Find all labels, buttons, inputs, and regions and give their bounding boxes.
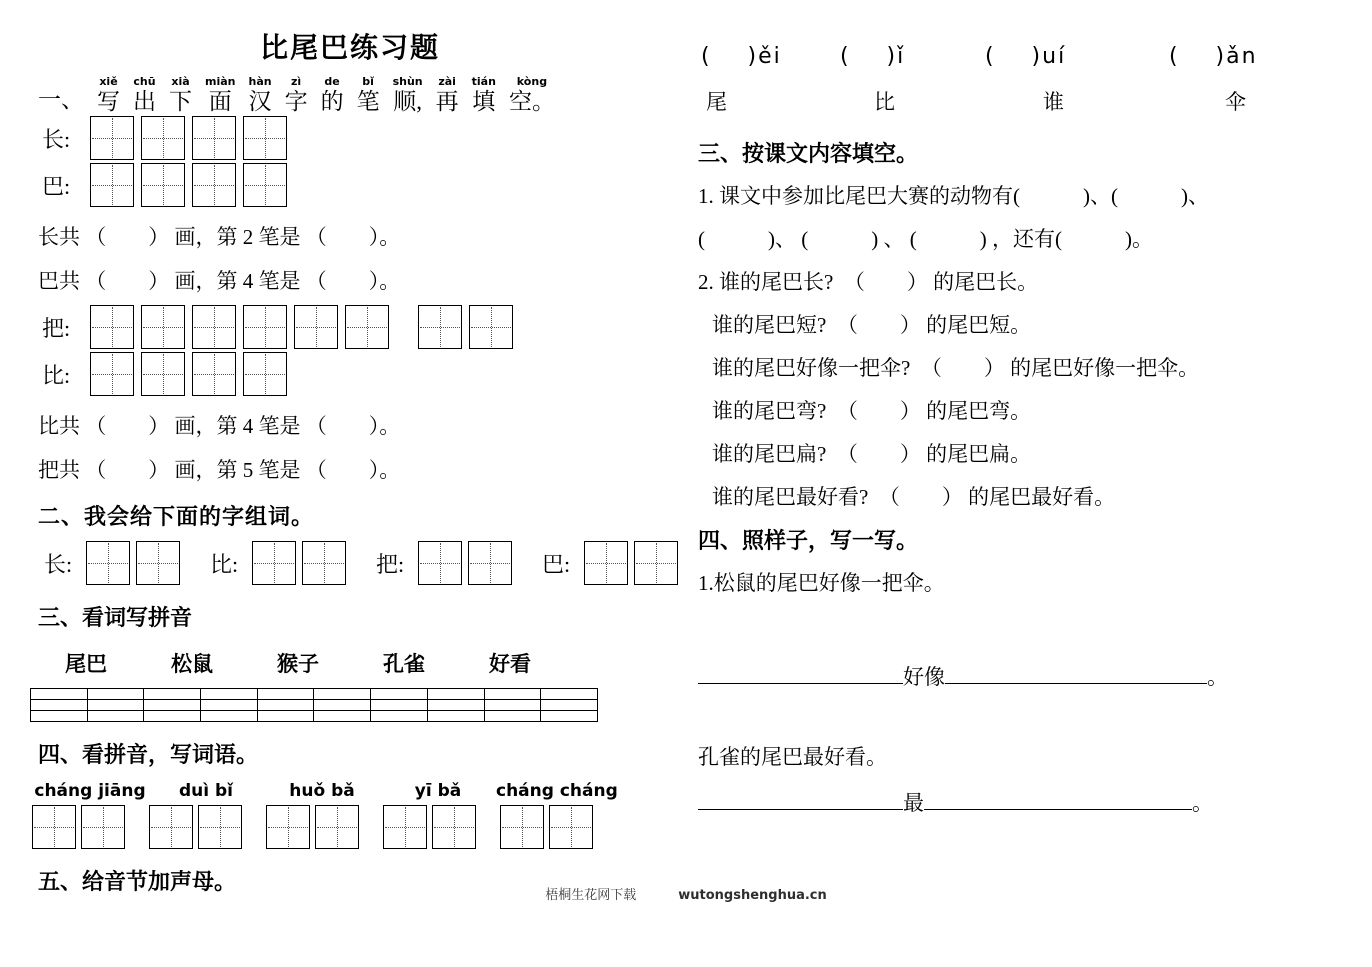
writing-boxes <box>90 163 287 207</box>
writing-box[interactable] <box>192 163 236 207</box>
grid-cell[interactable] <box>87 700 144 711</box>
word-item: 好看 <box>489 652 531 676</box>
writing-box[interactable] <box>252 541 296 585</box>
footer-site-url[interactable]: wutongshenghua.cn <box>678 888 827 903</box>
example-sentence-2: 孔雀的尾巴最好看。 <box>698 745 887 769</box>
fill-blank-line: 谁的尾巴扁? （ ） 的尾巴扁。 <box>712 442 1032 466</box>
grid-cell[interactable] <box>144 700 201 711</box>
grid-cell[interactable] <box>541 700 598 711</box>
word-item: 松鼠 <box>171 652 213 676</box>
blank-word: 最 <box>903 791 924 815</box>
word-item: 猴子 <box>277 652 319 676</box>
grid-cell[interactable] <box>427 689 484 700</box>
writing-box[interactable] <box>243 163 287 207</box>
word-group-baa <box>376 541 512 585</box>
section5-left-heading: 五、给音节加声母。 <box>38 869 237 894</box>
writing-boxes <box>86 541 180 585</box>
character: 比 <box>874 90 895 114</box>
word-list <box>65 648 670 678</box>
final-blank[interactable]: ( )ěi <box>701 44 782 69</box>
fill-blank-line: 谁的尾巴最好看? （ ） 的尾巴最好看。 <box>712 485 1116 509</box>
grid-cell[interactable] <box>201 711 258 722</box>
writing-box[interactable] <box>634 541 678 585</box>
pinyin-finals-row <box>698 44 1264 74</box>
character: 伞 <box>1225 90 1246 114</box>
period: 。 <box>1207 665 1228 689</box>
pinyin-char: miàn 面 <box>205 75 236 114</box>
answer-blank[interactable] <box>924 785 1192 810</box>
writing-box[interactable] <box>198 805 242 849</box>
writing-box[interactable] <box>418 541 462 585</box>
character: 谁 <box>1043 90 1064 114</box>
word-group-ba <box>542 541 678 585</box>
char-label: 巴: <box>542 551 571 577</box>
writing-box[interactable] <box>90 305 134 349</box>
pinyin-char: bǐ 笔 <box>356 75 380 114</box>
writing-box[interactable] <box>141 352 185 396</box>
pinyin-writing-grid <box>30 688 598 722</box>
writing-box[interactable] <box>500 805 544 849</box>
section3-right-heading: 三、按课文内容填空。 <box>698 141 919 166</box>
char-label: 比: <box>210 551 239 577</box>
word-item: 尾巴 <box>65 652 107 676</box>
stroke-row-chang <box>42 116 670 160</box>
answer-blank[interactable] <box>945 659 1207 684</box>
page-footer <box>0 884 1372 903</box>
answer-blank[interactable] <box>698 785 903 810</box>
stroke-row-bi <box>42 352 670 396</box>
writing-boxes <box>90 305 513 349</box>
writing-box[interactable] <box>315 805 359 849</box>
fill-blank-line: 2. 谁的尾巴长? （ ） 的尾巴长。 <box>698 270 1039 294</box>
section1-number: 一、 <box>38 87 84 112</box>
box-pair <box>383 805 476 849</box>
grid-cell[interactable] <box>371 700 428 711</box>
writing-box[interactable] <box>584 541 628 585</box>
fill-blank-line: 谁的尾巴好像一把伞? （ ） 的尾巴好像一把伞。 <box>712 356 1200 380</box>
box-pair <box>32 805 125 849</box>
final-blank[interactable]: ( )uí <box>985 44 1067 69</box>
pinyin-char: xià 下 <box>169 75 192 114</box>
word-group-chang <box>44 541 180 585</box>
writing-box[interactable] <box>469 305 513 349</box>
writing-boxes <box>584 541 678 585</box>
grid-cell[interactable] <box>371 711 428 722</box>
grid-cell[interactable] <box>484 711 541 722</box>
writing-box[interactable] <box>302 541 346 585</box>
writing-box[interactable] <box>468 541 512 585</box>
writing-box[interactable] <box>86 541 130 585</box>
section2-heading: 二、我会给下面的字组词。 <box>38 504 315 529</box>
box-pair <box>266 805 359 849</box>
fill-line-ba: 巴共 （ ） 画，第 4 笔是 （ ）。 <box>38 269 401 293</box>
grid-cell[interactable] <box>87 689 144 700</box>
writing-box[interactable] <box>90 163 134 207</box>
word-building-row <box>44 541 670 585</box>
section4-right-heading: 四、照样子，写一写。 <box>698 528 919 553</box>
writing-boxes <box>90 352 287 396</box>
fill-blank-line: 谁的尾巴弯? （ ） 的尾巴弯。 <box>712 399 1032 423</box>
grid-cell[interactable] <box>371 689 428 700</box>
section3-left-heading: 三、看词写拼音 <box>38 605 193 630</box>
writing-box[interactable] <box>141 163 185 207</box>
writing-box[interactable] <box>383 805 427 849</box>
writing-box[interactable] <box>32 805 76 849</box>
writing-box[interactable] <box>141 305 185 349</box>
grid-cell[interactable] <box>427 700 484 711</box>
char-label: 把: <box>376 551 405 577</box>
example-sentence: 1.松鼠的尾巴好像一把伞。 <box>698 571 945 595</box>
writing-box[interactable] <box>90 116 134 160</box>
grid-cell[interactable] <box>144 711 201 722</box>
writing-boxes <box>252 541 346 585</box>
pinyin-char: hàn 汉 <box>248 75 272 114</box>
char-label: 比: <box>42 362 71 388</box>
writing-box[interactable] <box>549 805 593 849</box>
word-item: 孔雀 <box>383 652 425 676</box>
fill-line-chang: 长共 （ ） 画，第 2 笔是 （ ）。 <box>38 225 401 249</box>
writing-boxes <box>90 116 287 160</box>
writing-box[interactable] <box>243 352 287 396</box>
character: 尾 <box>706 90 727 114</box>
word-writing-pairs <box>32 805 670 849</box>
pinyin-word: duì bǐ <box>178 781 233 801</box>
fill-blank-line: 1. 课文中参加比尾巴大赛的动物有( )、( )、 <box>698 184 1209 208</box>
box-pair <box>149 805 242 849</box>
writing-box[interactable] <box>192 352 236 396</box>
grid-cell[interactable] <box>257 711 314 722</box>
stroke-row-ba <box>42 163 670 207</box>
writing-box[interactable] <box>243 116 287 160</box>
pinyin-word: cháng cháng <box>496 781 618 801</box>
writing-box[interactable] <box>418 305 462 349</box>
pinyin-char: de 的 <box>320 75 344 114</box>
box-pair <box>500 805 593 849</box>
char-label: 把: <box>42 315 71 341</box>
grid-cell[interactable] <box>541 689 598 700</box>
right-column <box>698 44 1264 817</box>
grid-cell[interactable] <box>541 711 598 722</box>
final-blank[interactable]: ( )ǎn <box>1169 44 1258 69</box>
writing-box[interactable] <box>90 352 134 396</box>
pinyin-char: zì 字 <box>284 75 308 114</box>
grid-cell[interactable] <box>257 689 314 700</box>
page-title: 比尾巴练习题 <box>259 33 440 64</box>
writing-box[interactable] <box>136 541 180 585</box>
section3-right <box>698 132 1264 605</box>
writing-box[interactable] <box>432 805 476 849</box>
answer-blank[interactable] <box>698 659 903 684</box>
writing-box[interactable] <box>192 305 236 349</box>
grid-cell[interactable] <box>201 689 258 700</box>
writing-box[interactable] <box>81 805 125 849</box>
pinyin-word: huǒ bǎ <box>289 781 355 801</box>
grid-cell[interactable] <box>427 711 484 722</box>
writing-box[interactable] <box>149 805 193 849</box>
char-label: 长: <box>42 126 71 152</box>
write-blank-line-2 <box>698 785 1264 817</box>
stroke-row-baa <box>42 305 670 349</box>
fill-line-baa: 把共 （ ） 画，第 5 笔是 （ ）。 <box>38 458 401 482</box>
grid-cell[interactable] <box>484 689 541 700</box>
pinyin-char: xiě 写 <box>97 75 120 114</box>
section1-heading <box>38 76 670 113</box>
blank-word: 好像 <box>903 665 945 689</box>
writing-box[interactable] <box>243 305 287 349</box>
character-row <box>698 86 1264 116</box>
grid-cell[interactable] <box>314 689 371 700</box>
grid-cell[interactable] <box>31 711 88 722</box>
pinyin-word: cháng jiāng <box>34 781 146 801</box>
writing-boxes <box>418 541 512 585</box>
section4-left-heading: 四、看拼音，写词语。 <box>38 742 259 767</box>
char-label: 长: <box>44 551 73 577</box>
grid-cell[interactable] <box>257 700 314 711</box>
pinyin-word: yī bǎ <box>414 781 462 801</box>
grid-cell[interactable] <box>314 711 371 722</box>
pinyin-char: kòng 空。 <box>508 75 555 114</box>
pinyin-char: tián 填 <box>471 75 496 114</box>
char-label: 巴: <box>42 173 71 199</box>
pinyin-char: shùn 顺, <box>392 75 423 114</box>
writing-box[interactable] <box>294 305 338 349</box>
fill-blank-line: ( )、 ( ) 、 ( ) ，还有( )。 <box>698 227 1153 251</box>
grid-cell[interactable] <box>201 700 258 711</box>
pinyin-word-row <box>32 781 670 801</box>
write-blank-line-1 <box>698 659 1264 691</box>
grid-cell[interactable] <box>314 700 371 711</box>
grid-cell[interactable] <box>31 700 88 711</box>
writing-box[interactable] <box>192 116 236 160</box>
fill-line-bi: 比共 （ ） 画，第 4 笔是 （ ）。 <box>38 414 401 438</box>
writing-box[interactable] <box>345 305 389 349</box>
writing-box[interactable] <box>141 116 185 160</box>
pinyin-char: zài 再 <box>435 75 459 114</box>
writing-box[interactable] <box>266 805 310 849</box>
grid-cell[interactable] <box>484 700 541 711</box>
grid-cell[interactable] <box>31 689 88 700</box>
pinyin-char: chū 出 <box>133 75 156 114</box>
final-blank[interactable]: ( )ǐ <box>840 44 906 69</box>
left-column <box>30 26 670 896</box>
fill-blank-line: 谁的尾巴短? （ ） 的尾巴短。 <box>712 313 1032 337</box>
word-group-bi <box>210 541 346 585</box>
grid-cell[interactable] <box>144 689 201 700</box>
period: 。 <box>1192 791 1213 815</box>
footer-site-name: 梧桐生花网下载 <box>545 887 637 902</box>
grid-cell[interactable] <box>87 711 144 722</box>
